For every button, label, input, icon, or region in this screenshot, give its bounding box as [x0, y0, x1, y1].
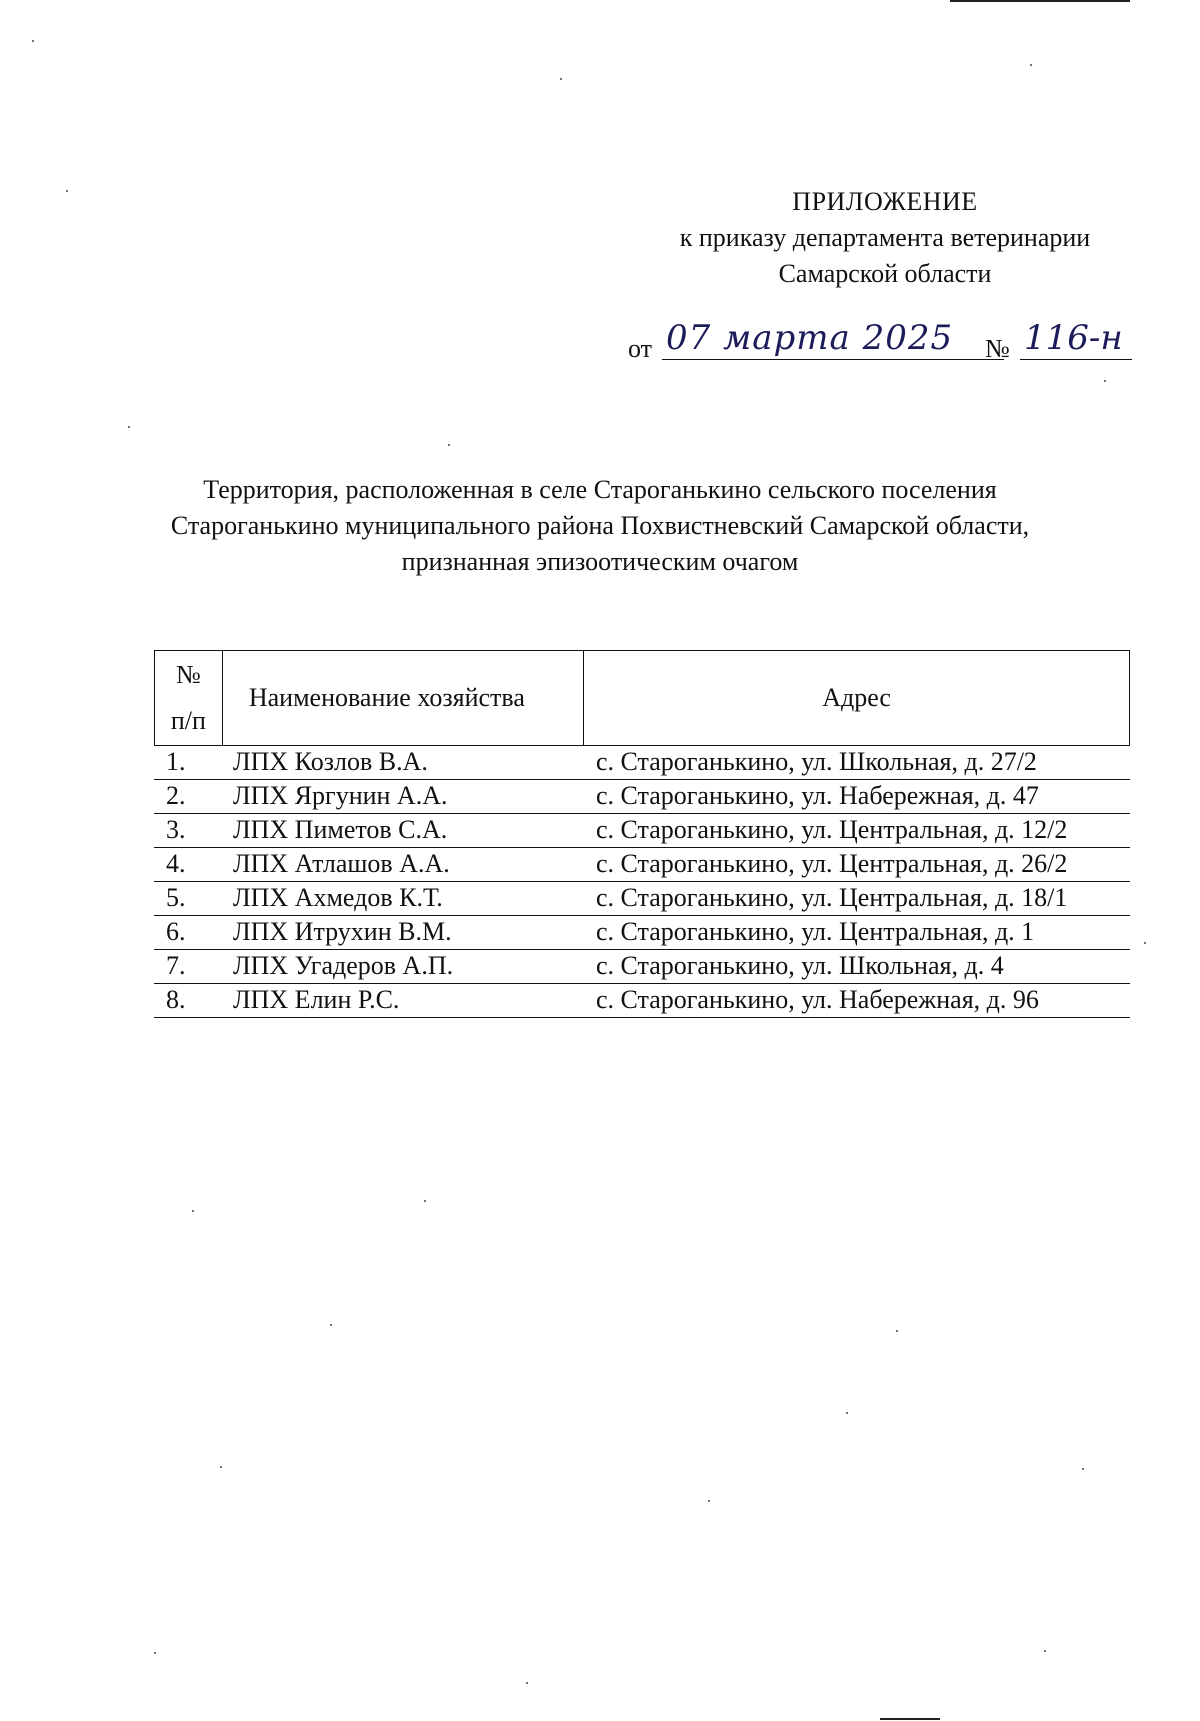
heading-line-1: Территория, расположенная в селе Староганькино сельского поселения [203, 475, 997, 504]
scan-speck [1030, 64, 1032, 66]
scan-speck [128, 426, 130, 428]
row-number: 5. [166, 883, 186, 912]
order-date-handwritten: 07 марта 2025 [662, 318, 1004, 360]
scan-speck [154, 1652, 156, 1654]
table-row [154, 984, 1130, 1018]
scan-speck [192, 1210, 194, 1212]
row-number: 3. [166, 815, 186, 844]
scan-speck [560, 78, 562, 80]
order-number-handwritten: 116-н [1020, 318, 1132, 360]
table-row [154, 882, 1130, 916]
header-number-sign: № [176, 660, 201, 689]
scan-speck [1144, 942, 1146, 944]
scan-speck [708, 1500, 710, 1502]
header-number-abbr: п/п [170, 706, 206, 735]
table-row [154, 916, 1130, 950]
row-farm-name: ЛПХ Атлашов А.А. [233, 849, 450, 878]
row-address: с. Староганькино, ул. Набережная, д. 96 [596, 985, 1039, 1014]
scan-speck [896, 1330, 898, 1332]
row-address: с. Староганькино, ул. Центральная, д. 12/2 [596, 815, 1068, 844]
row-number: 6. [166, 917, 186, 946]
row-farm-name: ЛПХ Козлов В.А. [233, 747, 428, 776]
scan-speck [32, 40, 34, 42]
scan-speck [1044, 1650, 1046, 1652]
heading-line-3: признанная эпизоотическим очагом [401, 547, 799, 576]
row-number: 1. [166, 747, 186, 776]
row-number: 7. [166, 951, 186, 980]
row-farm-name: ЛПХ Яргунин А.А. [233, 781, 448, 810]
table-body [154, 746, 1130, 1018]
scan-edge-mark [880, 1718, 940, 1720]
farms-table [154, 650, 1130, 1018]
order-from-label: от [628, 334, 653, 363]
table-header [154, 650, 1130, 746]
order-date-number-line [628, 318, 1148, 366]
scan-speck [1104, 380, 1106, 382]
row-number: 8. [166, 985, 186, 1014]
document-heading [120, 472, 1080, 580]
header-address: Адрес [822, 683, 891, 712]
scan-speck [448, 444, 450, 446]
row-farm-name: ЛПХ Елин Р.С. [233, 985, 400, 1014]
row-address: с. Староганькино, ул. Школьная, д. 4 [596, 951, 1004, 980]
heading-line-2: Староганькино муниципального района Похвистневский Самарской области, [170, 511, 1030, 540]
appendix-header [640, 184, 1130, 292]
row-address: с. Староганькино, ул. Центральная, д. 1 [596, 917, 1035, 946]
header-farm-name: Наименование хозяйства [223, 651, 584, 745]
row-farm-name: ЛПХ Угадеров А.П. [233, 951, 454, 980]
scan-speck [220, 1466, 222, 1468]
scan-speck [330, 1324, 332, 1326]
row-address: с. Староганькино, ул. Набережная, д. 47 [596, 781, 1039, 810]
order-number-sign: № [985, 334, 1010, 363]
row-address: с. Староганькино, ул. Школьная, д. 27/2 [596, 747, 1037, 776]
scan-speck [1082, 1468, 1084, 1470]
table-row [154, 848, 1130, 882]
table-row [154, 746, 1130, 780]
scan-speck [424, 1200, 426, 1202]
appendix-order-reference: к приказу департамента ветеринарии [679, 223, 1091, 252]
row-number: 4. [166, 849, 186, 878]
row-farm-name: ЛПХ Итрухин В.М. [233, 917, 452, 946]
table-row [154, 950, 1130, 984]
row-address: с. Староганькино, ул. Центральная, д. 18/1 [596, 883, 1068, 912]
scan-speck [66, 190, 68, 192]
appendix-region: Самарской области [778, 259, 992, 288]
scan-edge-mark [950, 0, 1130, 2]
row-farm-name: ЛПХ Пиметов С.А. [233, 815, 448, 844]
scan-speck [846, 1412, 848, 1414]
row-address: с. Староганькино, ул. Центральная, д. 26/2 [596, 849, 1068, 878]
row-number: 2. [166, 781, 186, 810]
table-row [154, 814, 1130, 848]
table-row [154, 780, 1130, 814]
scan-speck [526, 1682, 528, 1684]
header-number [155, 651, 223, 745]
appendix-title: ПРИЛОЖЕНИЕ [792, 187, 978, 216]
row-farm-name: ЛПХ Ахмедов К.Т. [233, 883, 443, 912]
